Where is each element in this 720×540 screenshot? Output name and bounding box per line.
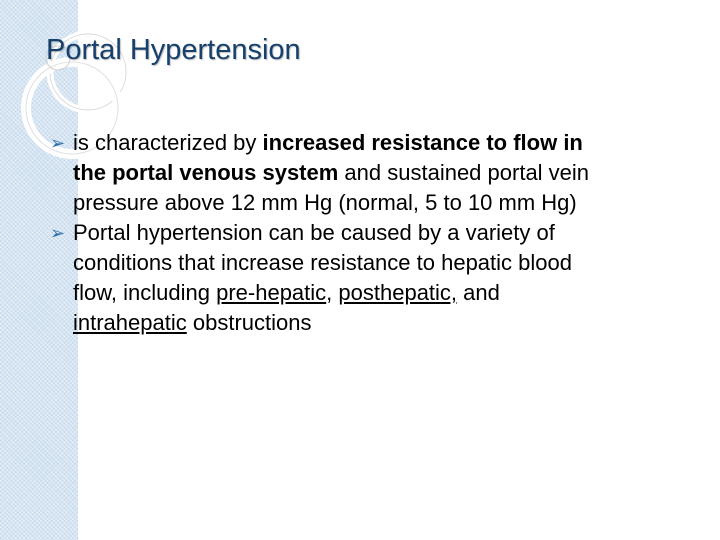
bullet-text [73, 130, 589, 215]
bullet-list [50, 128, 610, 338]
bullet-item [50, 128, 610, 218]
bullet-text-part: and sustained portal vein pressure above 12 mm Hg (normal, 5 to 10 mm Hg) [73, 160, 590, 215]
bullet-text [73, 220, 572, 335]
bullet-text-part: obstructions [186, 310, 312, 335]
arrow-bullet-icon: ➢ [50, 133, 66, 153]
separator-text: , [326, 280, 339, 305]
slide-title: Portal Hypertension [46, 34, 301, 66]
link-pre-hepatic[interactable]: pre-hepatic [216, 280, 327, 305]
bullet-text-part: is characterized by [73, 130, 263, 155]
bullet-text-part: Portal hypertension can be caused by a variety of conditions that increase resistance to hepatic blood flow, including [73, 220, 572, 305]
bullet-item [50, 218, 610, 338]
link-posthepatic[interactable]: posthepatic, [338, 280, 458, 305]
emphasis-text: increased resistance to flow in the portal venous system [73, 130, 583, 185]
separator-text: and [457, 280, 500, 305]
link-intrahepatic[interactable]: intrahepatic [73, 310, 187, 335]
arrow-bullet-icon: ➢ [50, 223, 66, 243]
